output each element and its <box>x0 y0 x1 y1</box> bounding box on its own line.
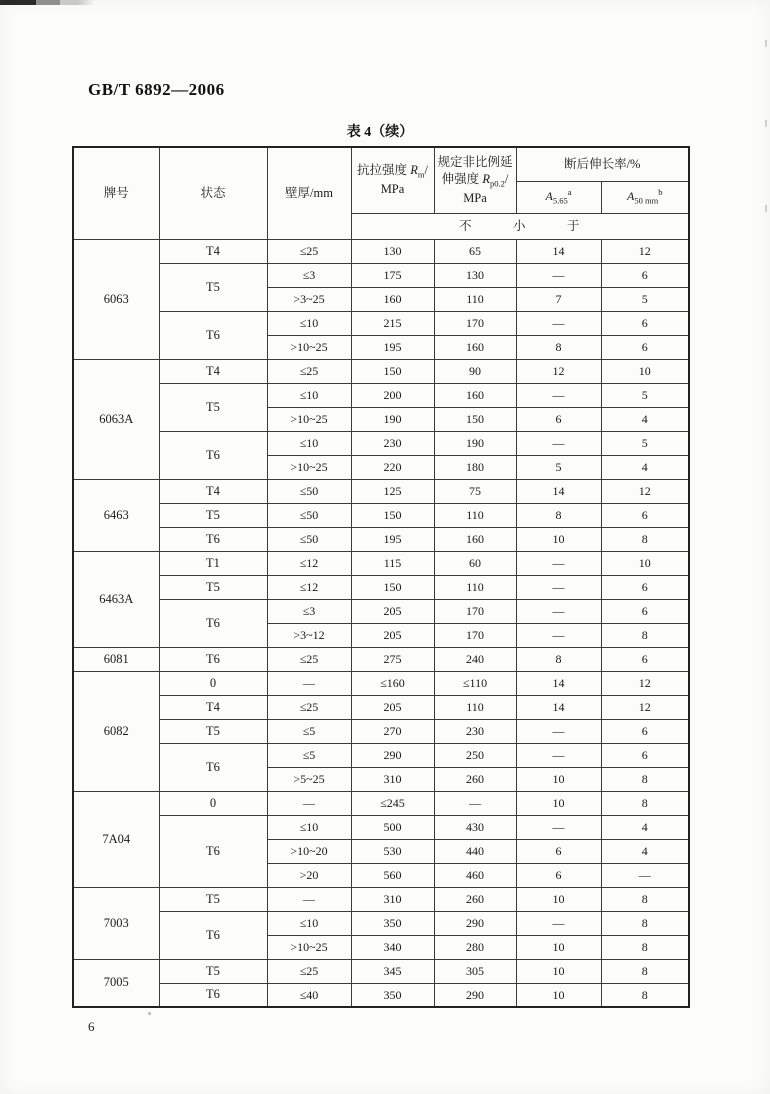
thickness-cell: ≤10 <box>267 911 351 935</box>
proof-cell: 430 <box>434 815 516 839</box>
a565-symbol: A <box>545 189 553 204</box>
temper-cell: T4 <box>159 479 267 503</box>
a50-cell: 8 <box>601 527 689 551</box>
tensile-cell: 560 <box>351 863 434 887</box>
a565-cell: 8 <box>516 503 601 527</box>
a565-cell: 10 <box>516 935 601 959</box>
a50-cell: 5 <box>601 431 689 455</box>
temper-cell: T5 <box>159 575 267 599</box>
a50-cell: 6 <box>601 335 689 359</box>
temper-cell: T5 <box>159 503 267 527</box>
thickness-cell: >10~25 <box>267 935 351 959</box>
temper-cell: 0 <box>159 671 267 695</box>
a50-cell: 8 <box>601 791 689 815</box>
thickness-cell: >3~25 <box>267 287 351 311</box>
grade-cell: 7003 <box>73 887 159 959</box>
proof-cell: — <box>434 791 516 815</box>
a50-cell: 8 <box>601 887 689 911</box>
a50-cell: 8 <box>601 935 689 959</box>
thickness-cell: ≤25 <box>267 647 351 671</box>
header-temper: 状态 <box>159 147 267 239</box>
grade-cell: 6063 <box>73 239 159 359</box>
tensile-cell: 195 <box>351 335 434 359</box>
grade-cell: 6082 <box>73 671 159 791</box>
tensile-cell: 195 <box>351 527 434 551</box>
header-elongation-group: 断后伸长率/% <box>516 147 689 181</box>
a565-cell: — <box>516 311 601 335</box>
tensile-cell: 190 <box>351 407 434 431</box>
a565-cell: — <box>516 599 601 623</box>
proof-cell: 440 <box>434 839 516 863</box>
a565-cell: 8 <box>516 335 601 359</box>
proof-cell: 260 <box>434 767 516 791</box>
tensile-cell: 200 <box>351 383 434 407</box>
proof-cell: 160 <box>434 335 516 359</box>
tensile-cell: 115 <box>351 551 434 575</box>
tensile-subscript: m <box>417 169 425 180</box>
a50-cell: 4 <box>601 455 689 479</box>
temper-cell: T6 <box>159 431 267 479</box>
a50-symbol: A <box>627 189 635 204</box>
standard-number: GB/T 6892—2006 <box>88 80 225 99</box>
proof-cell: 75 <box>434 479 516 503</box>
proof-unit: MPa <box>463 190 487 205</box>
tensile-cell: 175 <box>351 263 434 287</box>
proof-cell: 150 <box>434 407 516 431</box>
table-row <box>73 887 689 911</box>
tensile-unit: MPa <box>380 182 405 197</box>
table-row <box>73 263 689 287</box>
proof-cell: 65 <box>434 239 516 263</box>
proof-cell: 460 <box>434 863 516 887</box>
a50-cell: 8 <box>601 767 689 791</box>
a50-cell: — <box>601 863 689 887</box>
thickness-cell: ≤12 <box>267 551 351 575</box>
a50-cell: 6 <box>601 503 689 527</box>
a50-cell: 10 <box>601 359 689 383</box>
proof-cell: 290 <box>434 911 516 935</box>
a565-cell: 6 <box>516 839 601 863</box>
tensile-cell: 205 <box>351 695 434 719</box>
temper-cell: 0 <box>159 791 267 815</box>
proof-cell: 110 <box>434 695 516 719</box>
thickness-cell: ≤5 <box>267 743 351 767</box>
thickness-cell: ≤40 <box>267 983 351 1007</box>
proof-slash: / <box>504 171 509 186</box>
a565-cell: — <box>516 911 601 935</box>
thickness-cell: ≤25 <box>267 359 351 383</box>
a565-cell: 14 <box>516 671 601 695</box>
header-proof-strength <box>434 147 516 213</box>
proof-cell: 110 <box>434 503 516 527</box>
thickness-cell: ≤25 <box>267 695 351 719</box>
thickness-cell: ≤50 <box>267 527 351 551</box>
table-row <box>73 815 689 839</box>
tensile-cell: 205 <box>351 623 434 647</box>
thickness-cell: ≤50 <box>267 479 351 503</box>
a50-cell: 6 <box>601 575 689 599</box>
tensile-cell: 310 <box>351 887 434 911</box>
table-row <box>73 695 689 719</box>
page-number: 6 <box>88 1019 95 1034</box>
proof-cell: 160 <box>434 527 516 551</box>
thickness-cell: >5~25 <box>267 767 351 791</box>
proof-subscript: p0.2 <box>489 178 505 189</box>
temper-cell: T4 <box>159 359 267 383</box>
proof-label-line2: 伸强度 <box>441 171 483 186</box>
a565-cell: — <box>516 623 601 647</box>
proof-cell: 160 <box>434 383 516 407</box>
proof-cell: 170 <box>434 623 516 647</box>
table-row <box>73 959 689 983</box>
thickness-cell: ≤12 <box>267 575 351 599</box>
temper-cell: T6 <box>159 647 267 671</box>
table-row <box>73 527 689 551</box>
table-row <box>73 551 689 575</box>
thickness-cell: ≤10 <box>267 383 351 407</box>
scan-edge-mark <box>765 205 767 212</box>
proof-symbol: R <box>482 171 490 186</box>
a50-cell: 4 <box>601 407 689 431</box>
proof-cell: ≤110 <box>434 671 516 695</box>
proof-cell: 90 <box>434 359 516 383</box>
table-row <box>73 599 689 623</box>
tensile-cell: 270 <box>351 719 434 743</box>
a50-cell: 5 <box>601 287 689 311</box>
a50-cell: 4 <box>601 815 689 839</box>
tensile-slash: / <box>424 163 428 178</box>
tensile-cell: 350 <box>351 983 434 1007</box>
tensile-cell: 215 <box>351 311 434 335</box>
scan-speck <box>148 1012 151 1015</box>
a565-cell: 6 <box>516 407 601 431</box>
a50-footnote-marker: b <box>658 187 663 198</box>
a565-cell: 10 <box>516 983 601 1007</box>
table-row <box>73 719 689 743</box>
tensile-cell: 310 <box>351 767 434 791</box>
tensile-cell: 130 <box>351 239 434 263</box>
header-thickness: 壁厚/mm <box>267 147 351 239</box>
tensile-cell: 500 <box>351 815 434 839</box>
table-row <box>73 503 689 527</box>
grade-cell: 6081 <box>73 647 159 671</box>
table-row <box>73 359 689 383</box>
table-row <box>73 791 689 815</box>
tensile-cell: 275 <box>351 647 434 671</box>
temper-cell: T4 <box>159 695 267 719</box>
tensile-label: 抗拉强度 <box>357 163 411 178</box>
a50-cell: 4 <box>601 839 689 863</box>
thickness-cell: ≤5 <box>267 719 351 743</box>
tensile-cell: 230 <box>351 431 434 455</box>
tensile-cell: 350 <box>351 911 434 935</box>
temper-cell: T6 <box>159 815 267 887</box>
a565-cell: 14 <box>516 239 601 263</box>
table-title: 表 4（续） <box>346 125 414 140</box>
thickness-cell: ≤25 <box>267 959 351 983</box>
a50-subscript: 50 mm <box>634 195 659 206</box>
tensile-cell: ≤160 <box>351 671 434 695</box>
tensile-cell: 530 <box>351 839 434 863</box>
a565-cell: 10 <box>516 791 601 815</box>
thickness-cell: ≤3 <box>267 599 351 623</box>
thickness-cell: — <box>267 671 351 695</box>
a565-cell: — <box>516 719 601 743</box>
a565-footnote-marker: a <box>567 187 572 198</box>
a50-cell: 8 <box>601 623 689 647</box>
thickness-cell: ≤10 <box>267 311 351 335</box>
temper-cell: T5 <box>159 959 267 983</box>
header-tensile-strength <box>351 147 434 213</box>
a50-cell: 8 <box>601 959 689 983</box>
temper-cell: T5 <box>159 263 267 311</box>
thickness-cell: ≤25 <box>267 239 351 263</box>
header-not-less-than: 不 小 于 <box>351 213 689 239</box>
table-row <box>73 479 689 503</box>
header-elongation-a50 <box>601 181 689 213</box>
a50-cell: 5 <box>601 383 689 407</box>
proof-cell: 190 <box>434 431 516 455</box>
tensile-cell: 150 <box>351 503 434 527</box>
tensile-symbol: R <box>410 163 418 178</box>
temper-cell: T5 <box>159 887 267 911</box>
tensile-cell: 150 <box>351 575 434 599</box>
tensile-cell: 345 <box>351 959 434 983</box>
proof-cell: 130 <box>434 263 516 287</box>
thickness-cell: — <box>267 791 351 815</box>
tensile-cell: ≤245 <box>351 791 434 815</box>
a565-cell: — <box>516 815 601 839</box>
a50-cell: 8 <box>601 911 689 935</box>
grade-cell: 7A04 <box>73 791 159 887</box>
table-row <box>73 431 689 455</box>
header-grade: 牌号 <box>73 147 159 239</box>
a565-cell: — <box>516 575 601 599</box>
temper-cell: T6 <box>159 743 267 791</box>
proof-cell: 60 <box>434 551 516 575</box>
table-body <box>73 239 689 1007</box>
tensile-cell: 340 <box>351 935 434 959</box>
table-header <box>73 147 689 239</box>
a565-cell: 7 <box>516 287 601 311</box>
grade-cell: 6463A <box>73 551 159 647</box>
proof-cell: 110 <box>434 287 516 311</box>
a50-cell: 6 <box>601 743 689 767</box>
scan-artifact-top-left <box>0 0 95 5</box>
thickness-cell: ≤3 <box>267 263 351 287</box>
a50-cell: 6 <box>601 599 689 623</box>
temper-cell: T6 <box>159 311 267 359</box>
temper-cell: T1 <box>159 551 267 575</box>
proof-cell: 260 <box>434 887 516 911</box>
a565-cell: 14 <box>516 479 601 503</box>
a50-cell: 6 <box>601 311 689 335</box>
thickness-cell: ≤10 <box>267 431 351 455</box>
tensile-cell: 160 <box>351 287 434 311</box>
temper-cell: T5 <box>159 383 267 431</box>
proof-label-line1: 规定非比例延 <box>437 154 513 169</box>
grade-cell: 6463 <box>73 479 159 551</box>
proof-cell: 230 <box>434 719 516 743</box>
spec-table <box>72 146 690 1008</box>
a50-cell: 12 <box>601 479 689 503</box>
scan-edge-mark <box>765 120 767 127</box>
a50-cell: 12 <box>601 695 689 719</box>
thickness-cell: >10~25 <box>267 335 351 359</box>
thickness-cell: >20 <box>267 863 351 887</box>
grade-cell: 7005 <box>73 959 159 1007</box>
a565-cell: — <box>516 431 601 455</box>
a565-cell: 10 <box>516 887 601 911</box>
a565-subscript: 5.65 <box>552 195 568 206</box>
a565-cell: 8 <box>516 647 601 671</box>
tensile-cell: 150 <box>351 359 434 383</box>
a565-cell: — <box>516 383 601 407</box>
tensile-cell: 125 <box>351 479 434 503</box>
proof-cell: 280 <box>434 935 516 959</box>
a50-cell: 6 <box>601 719 689 743</box>
proof-cell: 170 <box>434 311 516 335</box>
thickness-cell: ≤50 <box>267 503 351 527</box>
tensile-cell: 290 <box>351 743 434 767</box>
thickness-cell: — <box>267 887 351 911</box>
table-row <box>73 239 689 263</box>
thickness-cell: >10~25 <box>267 407 351 431</box>
tensile-cell: 220 <box>351 455 434 479</box>
a565-cell: 5 <box>516 455 601 479</box>
proof-cell: 250 <box>434 743 516 767</box>
a565-cell: — <box>516 263 601 287</box>
a565-cell: 14 <box>516 695 601 719</box>
a50-cell: 6 <box>601 647 689 671</box>
thickness-cell: >3~12 <box>267 623 351 647</box>
thickness-cell: >10~20 <box>267 839 351 863</box>
a50-cell: 6 <box>601 263 689 287</box>
a565-cell: 10 <box>516 767 601 791</box>
table-row <box>73 983 689 1007</box>
thickness-cell: ≤10 <box>267 815 351 839</box>
table-row <box>73 671 689 695</box>
a565-cell: 10 <box>516 527 601 551</box>
table-row <box>73 911 689 935</box>
grade-cell: 6063A <box>73 359 159 479</box>
proof-cell: 290 <box>434 983 516 1007</box>
table-row <box>73 311 689 335</box>
table-row <box>73 383 689 407</box>
a565-cell: — <box>516 551 601 575</box>
table-row <box>73 743 689 767</box>
temper-cell: T5 <box>159 719 267 743</box>
thickness-cell: >10~25 <box>267 455 351 479</box>
temper-cell: T6 <box>159 983 267 1007</box>
proof-cell: 305 <box>434 959 516 983</box>
a50-cell: 12 <box>601 671 689 695</box>
proof-cell: 170 <box>434 599 516 623</box>
a50-cell: 10 <box>601 551 689 575</box>
scan-edge-mark <box>765 40 767 47</box>
a50-cell: 8 <box>601 983 689 1007</box>
a50-cell: 12 <box>601 239 689 263</box>
table-row <box>73 575 689 599</box>
temper-cell: T6 <box>159 911 267 959</box>
temper-cell: T4 <box>159 239 267 263</box>
proof-cell: 180 <box>434 455 516 479</box>
table-row <box>73 647 689 671</box>
temper-cell: T6 <box>159 527 267 551</box>
tensile-cell: 205 <box>351 599 434 623</box>
proof-cell: 110 <box>434 575 516 599</box>
header-elongation-a565 <box>516 181 601 213</box>
a565-cell: 10 <box>516 959 601 983</box>
proof-cell: 240 <box>434 647 516 671</box>
a565-cell: — <box>516 743 601 767</box>
a565-cell: 12 <box>516 359 601 383</box>
temper-cell: T6 <box>159 599 267 647</box>
a565-cell: 6 <box>516 863 601 887</box>
